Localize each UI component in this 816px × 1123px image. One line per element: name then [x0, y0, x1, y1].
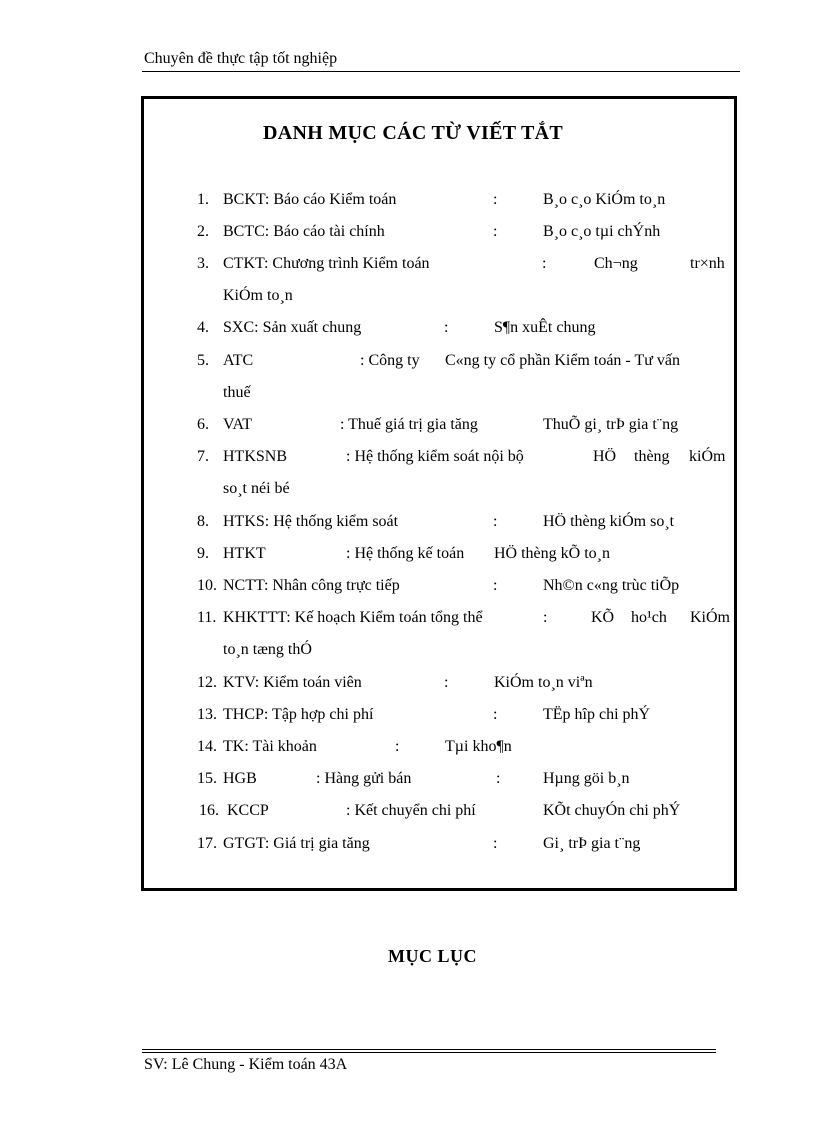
item-number: 16.	[199, 802, 219, 819]
item-term: THCP: Tập hợp chi phí	[223, 706, 374, 723]
item-term: KCCP	[227, 802, 269, 819]
item-number: 6.	[197, 416, 209, 433]
item-colon: :	[543, 609, 548, 626]
item-translation: TËp hîp chi phÝ	[543, 706, 651, 723]
item-colon: : Thuế giá trị gia tăng	[340, 416, 478, 433]
item-translation-part: HÖ	[593, 448, 617, 465]
item-number: 1.	[197, 191, 209, 208]
item-number: 12.	[197, 674, 217, 691]
item-term: HTKSNB	[223, 448, 288, 465]
item-term: BCTC: Báo cáo tài chính	[223, 223, 385, 240]
item-translation: HÖ thèng kÕ to¸n	[494, 545, 610, 562]
item-translation: B¸o c¸o KiÓm to¸n	[543, 191, 666, 208]
item-colon: : Kết chuyển chi phí	[346, 802, 476, 819]
item-number: 7.	[197, 448, 209, 465]
item-number: 8.	[197, 513, 209, 530]
item-translation-part: KiÓm	[690, 609, 730, 626]
item-number: 5.	[197, 352, 209, 369]
toc-title: MỤC LỤC	[388, 946, 477, 966]
footer-rule	[142, 1052, 716, 1053]
item-continuation: thuế	[223, 384, 251, 401]
item-translation: C«ng ty cổ phần Kiểm toán - Tư vấn	[445, 352, 680, 369]
item-translation: KÕt chuyÓn chi phÝ	[543, 802, 681, 819]
item-colon: :	[493, 835, 498, 852]
item-colon: :	[493, 191, 498, 208]
header-title: Chuyên đề thực tập tốt nghiệp	[144, 50, 338, 67]
item-term: HGB	[223, 770, 257, 787]
item-translation-part: Ch¬ng	[594, 255, 638, 272]
item-term: KHKTTT: Kế hoạch Kiểm toán tổng thể	[223, 609, 483, 626]
item-term: GTGT: Giá trị gia tăng	[223, 835, 370, 852]
item-colon-2: :	[496, 770, 501, 787]
footer-rule	[142, 1049, 716, 1050]
item-colon: :	[542, 255, 547, 272]
item-term: HTKT	[223, 545, 266, 562]
item-translation: KiÓm to¸n viªn	[494, 674, 593, 691]
item-translation-part: ho¹ch	[631, 609, 667, 626]
item-continuation: to¸n tæng thÓ	[223, 641, 312, 658]
abbreviation-title: DANH MỤC CÁC TỪ VIẾT TẮT	[263, 122, 564, 144]
item-translation: S¶n xuÊt chung	[494, 319, 596, 336]
item-number: 13.	[197, 706, 217, 723]
item-term: BCKT: Báo cáo Kiểm toán	[223, 191, 397, 208]
item-translation: Tµi kho¶n	[445, 738, 512, 755]
item-translation-part: KÕ	[591, 609, 615, 626]
item-colon: :	[395, 738, 400, 755]
item-colon: :	[444, 674, 449, 691]
item-translation: B¸o c¸o tµi chÝnh	[543, 223, 661, 240]
item-term: NCTT: Nhân công trực tiếp	[223, 577, 400, 594]
item-number: 2.	[197, 223, 209, 240]
item-term: KTV: Kiểm toán viên	[223, 674, 362, 691]
header-rule	[142, 71, 740, 72]
item-term: SXC: Sản xuất chung	[223, 319, 362, 336]
item-translation: Gi¸ trÞ gia t¨ng	[543, 835, 641, 852]
item-translation-part: thèng	[634, 448, 670, 465]
item-term: VAT	[223, 416, 253, 433]
item-colon: :	[493, 577, 498, 594]
item-number: 14.	[197, 738, 217, 755]
item-term: HTKS: Hệ thống kiểm soát	[223, 513, 399, 530]
item-translation: ThuÕ gi¸ trÞ gia t¨ng	[543, 416, 679, 433]
item-number: 17.	[197, 835, 217, 852]
item-number: 10.	[197, 577, 217, 594]
item-translation: HÖ thèng kiÓm so¸t	[543, 513, 675, 530]
item-translation-part: kiÓm	[689, 448, 726, 465]
item-number: 4.	[197, 319, 209, 336]
item-translation: Nh©n c«ng trùc tiÕp	[543, 577, 680, 594]
item-colon: :	[493, 513, 498, 530]
item-colon: : Hệ thống kiểm soát nội bộ	[346, 448, 524, 465]
item-term: CTKT: Chương trình Kiểm toán	[223, 255, 430, 272]
item-number: 9.	[197, 545, 209, 562]
item-colon: :	[493, 706, 498, 723]
item-number: 11.	[197, 609, 217, 626]
item-colon: : Hệ thống kế toán	[346, 545, 465, 562]
item-number: 15.	[197, 770, 217, 787]
item-colon: : Công ty	[360, 352, 420, 369]
item-colon: : Hàng gửi bán	[316, 770, 412, 787]
item-translation-part: tr×nh	[690, 255, 725, 272]
item-term: ATC	[223, 352, 254, 369]
item-translation: Hµng göi b¸n	[543, 770, 630, 787]
item-colon: :	[493, 223, 498, 240]
item-continuation: so¸t néi bé	[223, 480, 290, 497]
item-continuation: KiÓm to¸n	[223, 287, 293, 304]
item-term: TK: Tài khoản	[223, 738, 317, 755]
item-colon: :	[444, 319, 449, 336]
item-number: 3.	[197, 255, 209, 272]
footer-text: SV: Lê Chung - Kiểm toán 43A	[144, 1056, 348, 1073]
